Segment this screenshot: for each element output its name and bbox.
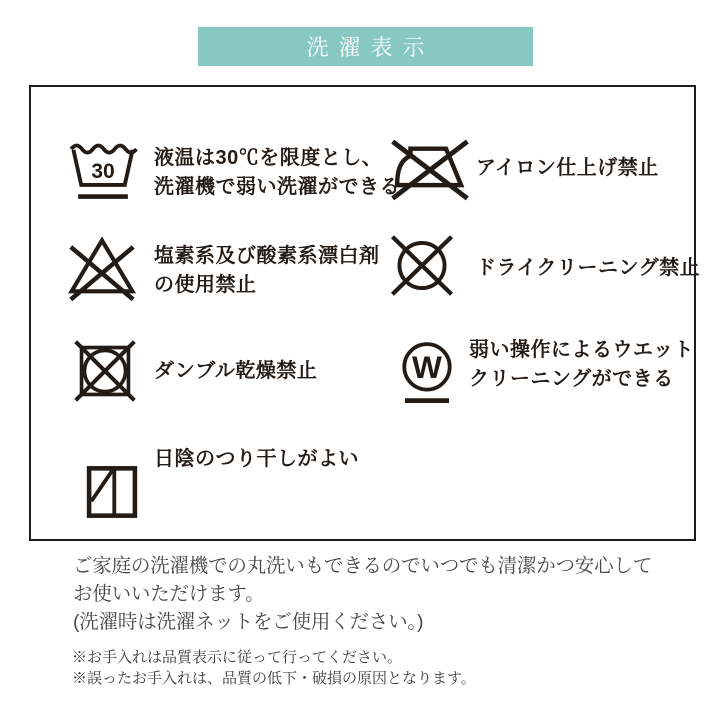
care-symbols-panel xyxy=(29,85,701,541)
iron-prohibited-icon xyxy=(389,138,471,202)
note-line: ※誤ったお手入れは、品質の低下・破損の原因となります。 xyxy=(72,671,476,687)
care-notes xyxy=(72,648,476,690)
label-line: ダンブル乾燥禁止 xyxy=(154,360,318,382)
section-title-badge xyxy=(198,27,533,66)
label-line: アイロン仕上げ禁止 xyxy=(476,157,659,179)
care-item-label-wetclean xyxy=(469,336,694,394)
care-item-label-iron xyxy=(476,154,659,183)
care-item-label-bleach xyxy=(154,242,380,300)
label-line: 液温は30℃を限度とし、 xyxy=(154,147,383,169)
label-line: 日陰のつり干しがよい xyxy=(154,448,359,470)
dry-clean-prohibited-icon xyxy=(387,232,457,299)
label-line: の使用禁止 xyxy=(154,274,257,296)
care-item-label-shade xyxy=(154,445,359,474)
wet-clean-letter: W xyxy=(412,348,442,385)
label-line: 弱い操作によるウエット xyxy=(469,339,695,361)
bleach-prohibited-icon xyxy=(65,233,139,302)
label-line: クリーニングができる xyxy=(469,368,674,390)
wash-tub-30-icon xyxy=(68,139,138,202)
section-title: 洗濯表示 xyxy=(306,35,435,60)
care-item-label-dryclean xyxy=(476,254,700,283)
description-text xyxy=(73,552,652,636)
care-item-label-wash xyxy=(154,144,400,202)
label-line: 洗濯機で弱い洗濯ができる xyxy=(154,176,400,198)
description-line: ご家庭の洗濯機での丸洗いもできるのでいつでも清潔かつ安心して xyxy=(73,555,653,577)
wash-temp-value: 30 xyxy=(91,159,115,183)
description-line: お使いいただけます。 xyxy=(73,583,265,605)
wet-clean-w-icon xyxy=(396,337,458,405)
shade-hang-dry-icon xyxy=(83,462,141,522)
care-item-label-tumble xyxy=(154,357,317,386)
description-line: (洗濯時は洗濯ネットをご使用ください。) xyxy=(73,611,424,633)
note-line: ※お手入れは品質表示に従って行ってください。 xyxy=(72,650,403,666)
label-line: 塩素系及び酸素系漂白剤 xyxy=(154,245,380,267)
label-line: ドライクリーニング禁止 xyxy=(476,257,701,279)
tumble-dry-prohibited-icon xyxy=(72,338,138,404)
